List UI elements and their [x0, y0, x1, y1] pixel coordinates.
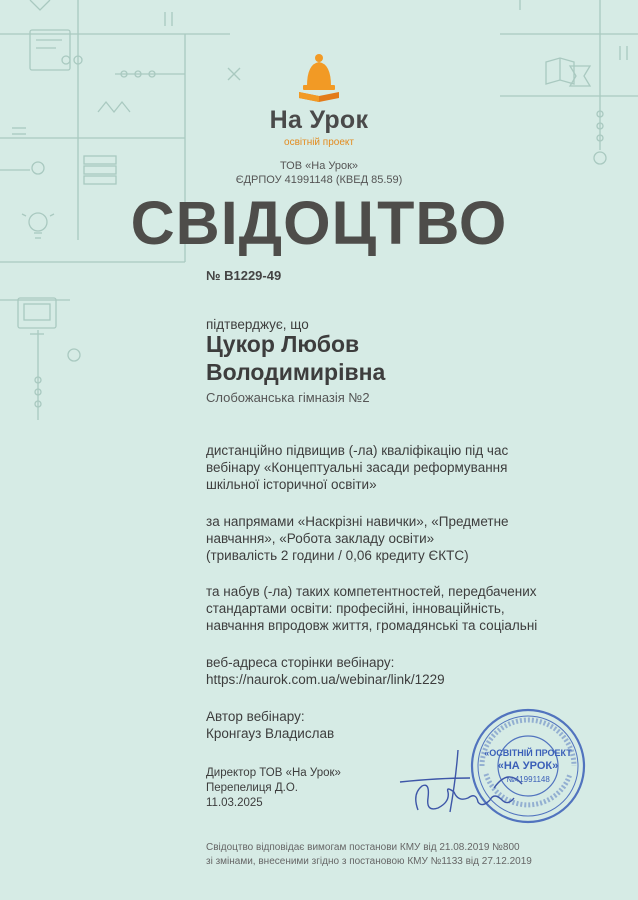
bell-book-icon [295, 52, 343, 104]
organization-name: ТОВ «На Урок» [279, 160, 359, 172]
certificate-number: № В1229-49 [206, 268, 282, 283]
director-block [206, 766, 341, 811]
recipient-name-line1: Цукор Любов [206, 331, 360, 357]
link-label: веб-адреса сторінки вебінару: [206, 655, 395, 670]
author-label: Автор вебінару: [206, 709, 305, 724]
recipient-name [206, 330, 385, 386]
director-title: Директор ТОВ «На Урок» [206, 767, 341, 779]
director-name: Перепелиця Д.О. [206, 782, 298, 794]
stamp-text-line2: «НА УРОК» [497, 760, 559, 772]
organization-info [0, 159, 638, 187]
director-signature [398, 748, 538, 820]
stamp-text-line1: «ОСВІТНІЙ ПРОЕКТ [484, 748, 572, 758]
directions-paragraph: за напрямами «Наскрізні навички», «Предметне навчання», «Робота закладу освіти» (тривалість 2 години / 0,06 кредиту ЄКТС) [206, 514, 509, 563]
logo-name: На Урок [269, 106, 369, 134]
webinar-link[interactable]: https://naurok.com.ua/webinar/link/1229 [206, 672, 445, 687]
logo [0, 52, 638, 109]
webinar-paragraph: дистанційно підвищив (-ла) кваліфікацію під час вебінару «Концептуальні засади реформування шкільної історичної освіти» [206, 443, 509, 492]
author-name: Кронгауз Владислав [206, 726, 335, 741]
organization-code: ЄДРПОУ 41991148 (КВЕД 85.59) [235, 174, 403, 186]
stamp-code: №41991148 [506, 775, 550, 784]
confirms-text: підтверджує, що [206, 317, 309, 332]
certificate-title: СВІДОЦТВО [130, 189, 508, 257]
legal-footer: Свідоцтво відповідає вимогам постанови КМУ від 21.08.2019 №800 зі змінами, внесеними згідно з постановою КМУ №1133 від 27.12.2019 [206, 842, 532, 867]
logo-subtitle: освітній проект [284, 137, 354, 148]
issue-date: 11.03.2025 [206, 797, 263, 809]
recipient-school: Слобожанська гімназія №2 [206, 390, 370, 405]
competencies-paragraph: та набув (-ла) таких компетентностей, передбачених стандартами освіти: професійні, інноваційність, навчання впродовж життя, громадянські та соціальні [206, 584, 538, 633]
recipient-name-line2: Володимирівна [206, 359, 386, 385]
